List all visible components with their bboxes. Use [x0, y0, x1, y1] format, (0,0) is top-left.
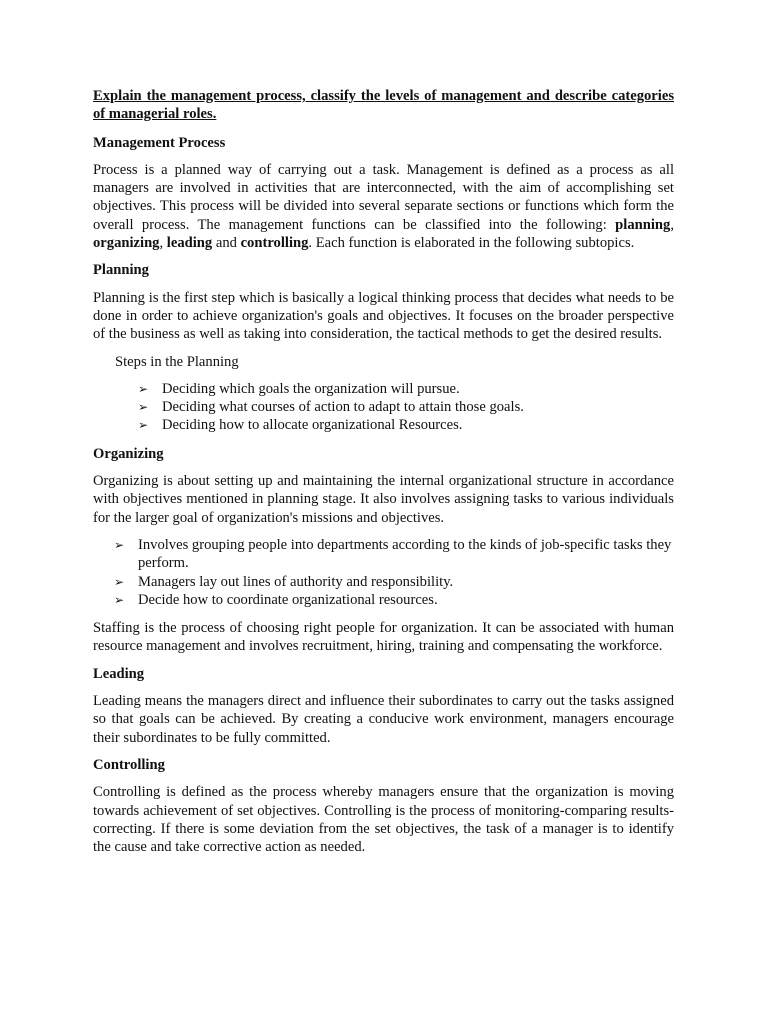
- arrow-bullet-icon: ➢: [138, 400, 149, 415]
- separator-3: and: [212, 235, 241, 252]
- list-item-text: Deciding how to allocate organizational Resources.: [162, 417, 463, 434]
- list-item-text: Decide how to coordinate organizational resources.: [138, 591, 438, 608]
- keyword-organizing: organizing: [93, 235, 160, 252]
- arrow-bullet-icon: ➢: [138, 381, 149, 396]
- planning-paragraph: Planning is the first step which is basically a logical thinking process that decides what needs to be done in order to achieve organization's goals and objectives. It focuses on the broader perspective of the business as well as taking into consideration, the tactical methods to get the desired results.: [93, 289, 674, 343]
- controlling-paragraph: Controlling is defined as the process whereby managers ensure that the organization is moving towards achievement of set objectives. Controlling is the process of monitoring-comparing results-correcting. If there is some deviation from the set objectives, the task of a manager is to identify the cause and take corrective action as needed.: [93, 784, 674, 856]
- staffing-paragraph: Staffing is the process of choosing right people for organization. It can be associated with human resource management and involves recruitment, hiring, training and compensating the workforce.: [93, 620, 674, 655]
- section-heading-organizing: Organizing: [93, 445, 164, 462]
- arrow-bullet-icon: ➢: [114, 537, 125, 552]
- organizing-points-list: [93, 536, 674, 609]
- list-item-text: Deciding what courses of action to adapt to attain those goals.: [162, 399, 524, 416]
- list-item-text: Deciding which goals the organization will pursue.: [162, 380, 460, 397]
- section-heading-planning: Planning: [93, 262, 149, 279]
- list-item-text: Managers lay out lines of authority and responsibility.: [138, 573, 454, 590]
- list-item-text: Involves grouping people into departments according to the kinds of job-specific tasks they perform.: [138, 536, 672, 572]
- planning-steps-list: [93, 380, 674, 435]
- list-item: [138, 416, 674, 434]
- document-title: Explain the management process, classify the levels of management and describe categories of managerial roles.: [93, 88, 674, 123]
- leading-paragraph: Leading means the managers direct and influence their subordinates to carry out the tasks assigned so that goals can be achieved. By creating a conducive work environment, managers encourage their subordinates to be fully committed.: [93, 693, 674, 746]
- separator-1: ,: [670, 216, 674, 233]
- arrow-bullet-icon: ➢: [114, 574, 125, 589]
- document-page: [93, 87, 674, 865]
- organizing-paragraph: Organizing is about setting up and maintaining the internal organizational structure in accordance with objectives mentioned in planning stage. It also involves assigning tasks to various individuals for the larger goal of organization's missions and objectives.: [93, 473, 674, 526]
- list-item: [114, 536, 674, 573]
- management-process-text-2: . Each function is elaborated in the following subtopics.: [308, 235, 635, 252]
- list-item: [114, 573, 674, 591]
- section-heading-management-process: Management Process: [93, 134, 226, 151]
- list-item: [138, 398, 674, 416]
- keyword-controlling: controlling: [240, 235, 309, 252]
- section-heading-leading: Leading: [93, 665, 145, 682]
- arrow-bullet-icon: ➢: [114, 592, 125, 607]
- keyword-planning: planning: [615, 216, 671, 233]
- separator-2: ,: [159, 235, 167, 252]
- keyword-leading: leading: [166, 235, 213, 252]
- list-item: [138, 380, 674, 398]
- planning-steps-label: Steps in the Planning: [115, 353, 239, 370]
- management-process-text-1: Process is a planned way of carrying out a task. Management is defined as a process as all managers are involved in activities that are interconnected, with the aim of accomplishing set objectives. This process will be divided into several separate sections or functions which form the overall process. The management functions can be classified into the following:: [93, 161, 674, 233]
- arrow-bullet-icon: ➢: [138, 418, 149, 433]
- section-heading-controlling: Controlling: [93, 756, 165, 773]
- list-item: [114, 591, 674, 609]
- management-process-paragraph: [93, 161, 674, 252]
